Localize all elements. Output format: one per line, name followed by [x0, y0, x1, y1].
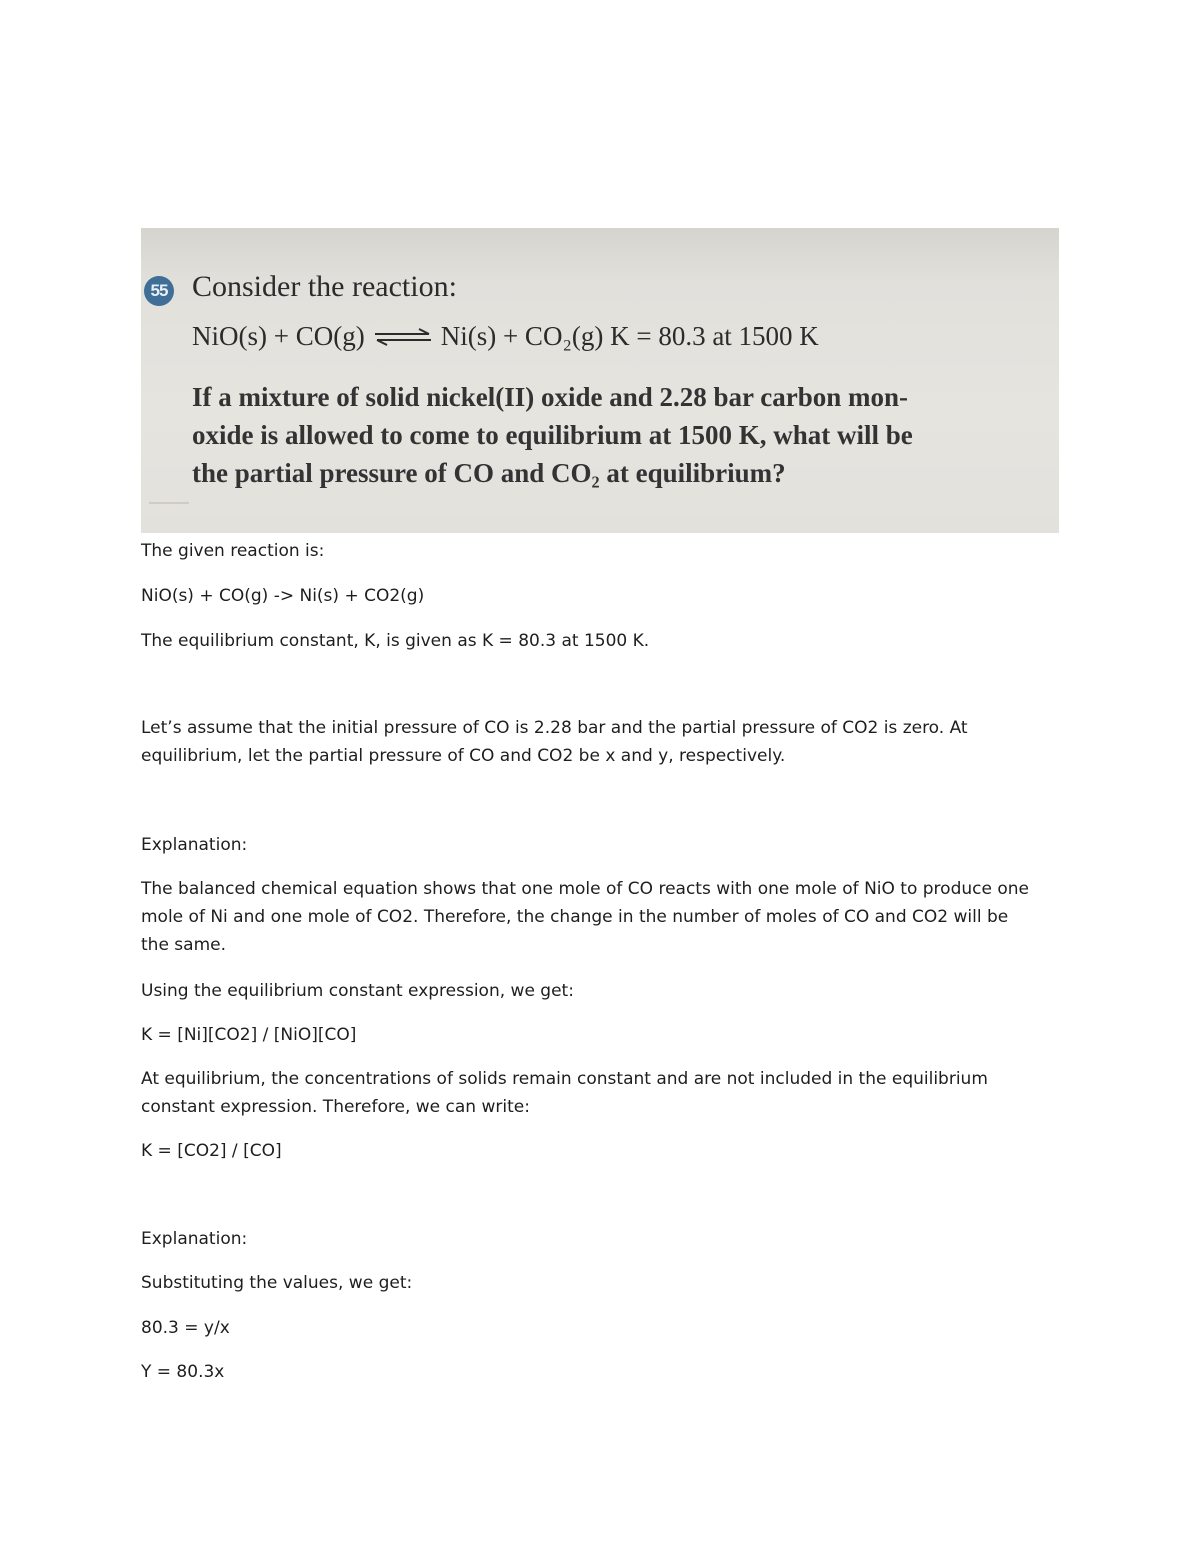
equilibrium-arrow-icon [373, 328, 433, 346]
photo-edge-mark [149, 502, 189, 504]
equation-right: Ni(s) + CO₂(g) K = 80.3 at 1500 K [440, 321, 819, 351]
textbook-photo [141, 228, 1059, 533]
balanced-line: the same. [141, 935, 226, 955]
equation-left: NiO(s) + CO(g) [192, 321, 365, 351]
balanced-line: The balanced chemical equation shows that one mole of CO reacts with one mole of NiO to produce one [141, 879, 1029, 899]
intro-text: The given reaction is: [141, 541, 325, 561]
equation-line: 80.3 = y/x [141, 1318, 230, 1338]
question-line: oxide is allowed to come to equilibrium at 1500 K, what will be [192, 420, 913, 450]
k-expression: K = [CO2] / [CO] [141, 1141, 282, 1161]
explanation-label: Explanation: [141, 1229, 248, 1249]
solids-line: constant expression. Therefore, we can write: [141, 1097, 530, 1117]
substituting-text: Substituting the values, we get: [141, 1273, 413, 1293]
solids-line: At equilibrium, the concentrations of solids remain constant and are not included in the equilibrium [141, 1069, 988, 1089]
k-statement: The equilibrium constant, K, is given as K = 80.3 at 1500 K. [141, 631, 650, 651]
reaction-equation [192, 321, 819, 352]
assumption-line: equilibrium, let the partial pressure of CO and CO2 be x and y, respectively. [141, 746, 786, 766]
question-line: the partial pressure of CO and CO₂ at equilibrium? [192, 458, 786, 488]
balanced-line: mole of Ni and one mole of CO2. Therefore, the change in the number of moles of CO and CO2 will be [141, 907, 1009, 927]
equation-line: Y = 80.3x [141, 1362, 225, 1382]
assumption-line: Let’s assume that the initial pressure of CO is 2.28 bar and the partial pressure of CO2 is zero. At [141, 718, 968, 738]
explanation-label: Explanation: [141, 835, 248, 855]
question-line: If a mixture of solid nickel(II) oxide and 2.28 bar carbon mon- [192, 382, 909, 412]
problem-question [192, 378, 913, 492]
problem-heading: Consider the reaction: [192, 270, 457, 303]
k-expression-full: K = [Ni][CO2] / [NiO][CO] [141, 1025, 357, 1045]
using-k-text: Using the equilibrium constant expression, we get: [141, 981, 574, 1001]
reaction-text: NiO(s) + CO(g) -> Ni(s) + CO2(g) [141, 586, 425, 606]
problem-number-badge: 55 [144, 276, 174, 306]
